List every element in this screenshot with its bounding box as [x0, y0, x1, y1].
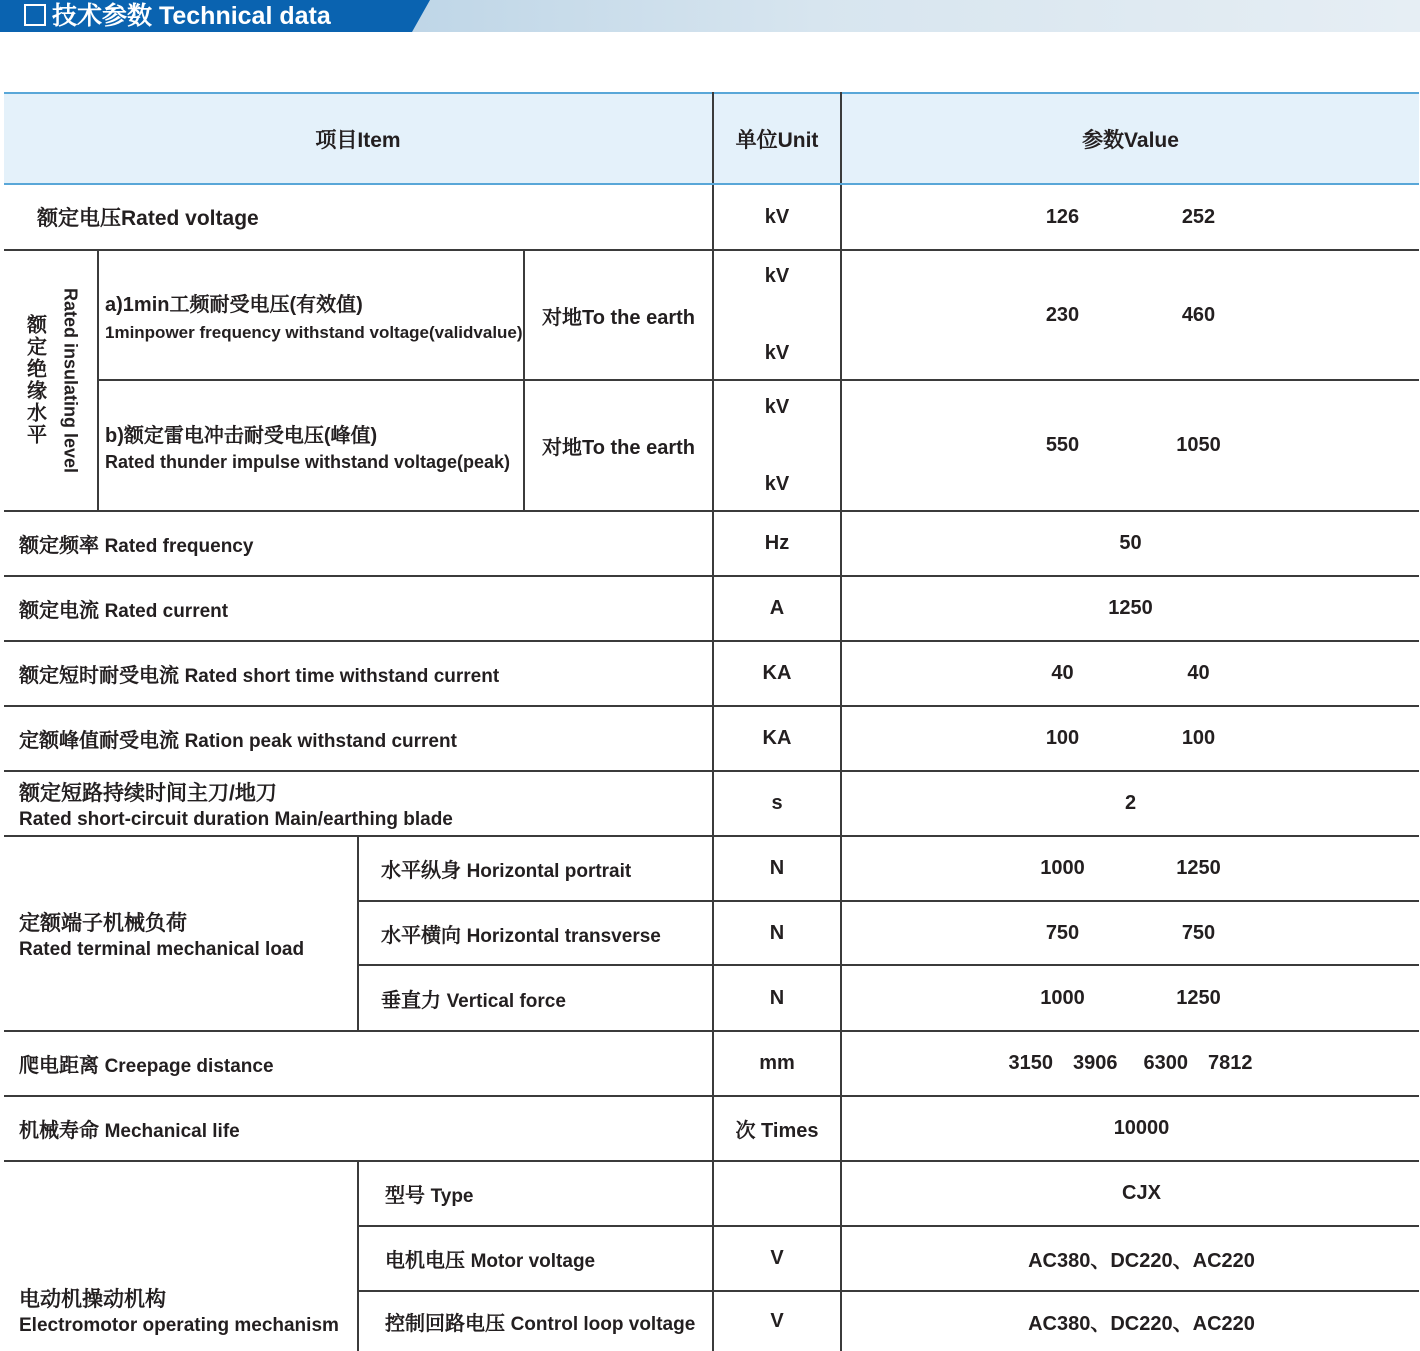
item-label-en: Rated frequency	[104, 536, 254, 557]
unit-kv: kV	[764, 472, 790, 495]
sub-item-en: Type	[430, 1186, 474, 1207]
value-1000: 1000	[1040, 986, 1085, 1009]
unit-cell: KA	[713, 641, 841, 706]
table-row-duration	[4, 771, 1419, 836]
value-3906: 3906	[1073, 1052, 1118, 1074]
item-label-en: Rated short time withstand current	[184, 666, 500, 687]
sub-item-en: Horizontal portrait	[466, 861, 632, 882]
value-3150: 3150	[1008, 1052, 1053, 1074]
table-row-peak	[4, 706, 1419, 771]
target-cell: 对地To the earth	[524, 380, 713, 511]
unit-cell: A	[713, 576, 841, 641]
item-label	[98, 380, 524, 511]
item-label-en: Mechanical life	[104, 1121, 240, 1142]
unit-cell: mm	[713, 1031, 841, 1096]
value-cell	[841, 901, 1419, 965]
item-label-cn: 额定短时耐受电流	[19, 665, 179, 687]
item-label-cn: 定额端子机械负荷	[19, 911, 187, 935]
terminal-group-label	[4, 836, 358, 1031]
value-7812: 7812	[1208, 1052, 1253, 1074]
value-40: 40	[1051, 662, 1074, 684]
section-title	[24, 2, 331, 30]
sub-item-en: Control loop voltage	[510, 1314, 696, 1335]
technical-data-table	[4, 92, 1419, 1351]
sub-item-cn: 水平纵身	[381, 860, 461, 882]
unit-cell: kV	[713, 184, 841, 250]
value-cell: AC380、DC220、AC220	[1028, 1313, 1255, 1335]
value-cell	[841, 836, 1419, 901]
value-550: 550	[1045, 434, 1080, 456]
col-header-unit: 单位Unit	[713, 93, 841, 184]
value-cell	[841, 965, 1419, 1031]
item-label-cn: 额定电流	[19, 600, 99, 622]
value-230: 230	[1045, 303, 1080, 326]
unit-cell: V	[713, 1291, 841, 1351]
value-cell	[841, 706, 1419, 771]
item-label	[4, 771, 713, 836]
value-100: 100	[1045, 727, 1080, 749]
item-label-en: Rated thunder impulse withstand voltage(peak)	[105, 451, 511, 472]
sub-item-label	[358, 1226, 713, 1291]
value-cell: CJX	[841, 1161, 1419, 1226]
unit-cell: N	[713, 901, 841, 965]
sub-item-cn: 电机电压	[385, 1250, 465, 1272]
item-label-cn: 定额峰值耐受电流	[19, 730, 179, 752]
item-label-cn: b)额定雷电冲击耐受电压(峰值)	[105, 424, 378, 447]
item-label-en: Creepage distance	[104, 1056, 274, 1077]
unit-cell: KA	[713, 706, 841, 771]
value-750: 750	[1181, 921, 1216, 944]
section-title-text: 技术参数 Technical data	[52, 2, 331, 30]
unit-cell	[713, 1161, 841, 1226]
unit-cell: N	[713, 836, 841, 901]
table-header-row	[4, 93, 1419, 184]
unit-cell: Hz	[713, 511, 841, 576]
header-band	[412, 0, 1420, 32]
target-cell: 对地To the earth	[524, 250, 713, 380]
item-label-en: 1minpower frequency withstand voltage(validvalue)	[105, 322, 523, 342]
item-label	[4, 576, 713, 641]
value-cell	[841, 184, 1419, 250]
item-label-cn: 额定短路持续时间主刀/地刀	[19, 781, 277, 805]
unit-cell: s	[713, 771, 841, 836]
table-row-creepage	[4, 1031, 1419, 1096]
item-label-en: Ration peak withstand current	[184, 731, 457, 752]
value-460: 460	[1181, 303, 1216, 326]
unit-cell	[713, 380, 841, 511]
value-6300: 6300	[1143, 1052, 1188, 1074]
value-1050: 1050	[1176, 434, 1221, 456]
value-cell: 1250	[841, 576, 1419, 641]
sub-item-label	[358, 1161, 713, 1226]
item-label-cn: 机械寿命	[19, 1120, 99, 1142]
sub-item-label	[358, 1291, 713, 1351]
item-label-cn: 爬电距离	[19, 1055, 99, 1077]
item-label-cn: 电动机操动机构	[19, 1288, 166, 1311]
sub-item-cn: 垂直力	[381, 989, 441, 1012]
unit-kv: kV	[764, 265, 790, 287]
sub-item-cn: 型号	[385, 1185, 425, 1207]
value-40: 40	[1187, 662, 1210, 684]
item-label	[4, 511, 713, 576]
sub-item-label	[358, 901, 713, 965]
item-label-en: Electromotor operating mechanism	[19, 1315, 339, 1336]
value-cell	[841, 250, 1419, 380]
sub-item-en: Horizontal transverse	[466, 925, 661, 947]
mechanism-group-label	[4, 1161, 358, 1351]
sub-item-en: Vertical force	[446, 990, 566, 1012]
unit-cell: N	[713, 965, 841, 1031]
item-label	[4, 641, 713, 706]
value-cell: 50	[841, 511, 1419, 576]
value-750: 750	[1045, 921, 1080, 944]
value-1000: 1000	[1040, 857, 1085, 879]
unit-cell: 次 Times	[713, 1096, 841, 1161]
value-1250: 1250	[1176, 986, 1221, 1009]
sub-item-en: Motor voltage	[470, 1251, 596, 1272]
value-100: 100	[1181, 727, 1216, 749]
item-label	[4, 1031, 713, 1096]
unit-kv: kV	[764, 395, 790, 418]
table-row-terminal-portrait	[4, 836, 1419, 901]
checkbox-square-icon	[24, 4, 46, 26]
item-label	[4, 706, 713, 771]
value-cell	[841, 1031, 1419, 1096]
value-cell: 10000	[841, 1096, 1419, 1161]
table-row-mechanism-type	[4, 1161, 1419, 1226]
sub-item-cn: 控制回路电压	[385, 1313, 505, 1335]
unit-kv: kV	[764, 342, 790, 364]
col-header-item: 项目Item	[4, 93, 713, 184]
item-label	[4, 1096, 713, 1161]
item-label-cn: a)1min工频耐受电压(有效值)	[105, 293, 363, 316]
value-cell: 2	[841, 771, 1419, 836]
table-row-frequency	[4, 511, 1419, 576]
value-cell	[841, 641, 1419, 706]
table-row-current	[4, 576, 1419, 641]
col-header-value: 参数Value	[841, 93, 1419, 184]
item-label-en: Rated terminal mechanical load	[19, 938, 305, 960]
sub-item-label	[358, 836, 713, 901]
value-cell	[841, 380, 1419, 511]
unit-cell: V	[713, 1226, 841, 1291]
table-row-short-time	[4, 641, 1419, 706]
group-label-en: Rated insulating level	[60, 287, 81, 474]
sub-item-cn: 水平横向	[381, 924, 461, 947]
group-label-cn: 额定绝缘水平	[23, 314, 46, 447]
item-label-en: Rated current	[104, 601, 229, 622]
value-252kv: 252	[1181, 205, 1216, 228]
unit-cell	[713, 250, 841, 380]
item-label-en: Rated short-circuit duration Main/earthing blade	[19, 808, 453, 830]
insulating-group-label	[4, 250, 98, 511]
value-cell: AC380、DC220、AC220	[841, 1226, 1419, 1291]
value-126kv: 126	[1045, 205, 1080, 228]
table-row-insulating-b	[4, 380, 1419, 511]
table-row-life	[4, 1096, 1419, 1161]
table-row-insulating-a	[4, 250, 1419, 380]
table-row-rated-voltage	[4, 184, 1419, 250]
value-1250: 1250	[1176, 857, 1221, 879]
item-label: 额定电压Rated voltage	[4, 184, 713, 250]
item-label	[98, 250, 524, 380]
sub-item-label	[358, 965, 713, 1031]
section-header	[0, 0, 1420, 32]
item-label-cn: 额定频率	[19, 535, 99, 557]
